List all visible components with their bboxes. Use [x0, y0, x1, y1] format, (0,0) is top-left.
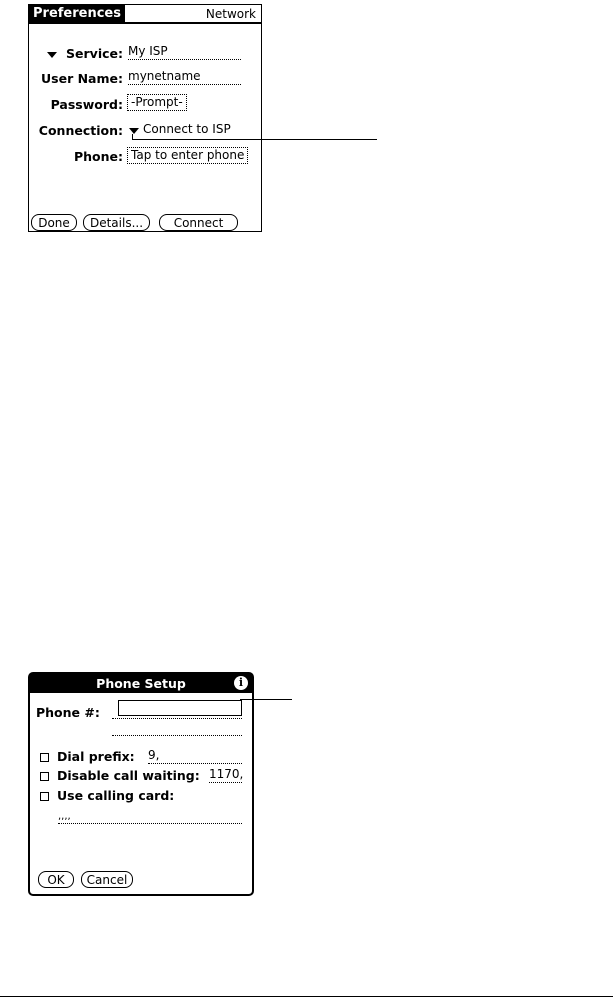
title-bar-rule: [29, 22, 261, 24]
done-button[interactable]: Done: [31, 214, 77, 231]
password-label: Password:: [50, 97, 123, 112]
callout-line-phone: [240, 699, 292, 700]
disable-call-waiting-checkbox[interactable]: [40, 772, 49, 781]
network-preferences-screen: [28, 4, 262, 232]
phone-setup-dialog: [28, 672, 254, 896]
ok-button[interactable]: OK: [38, 871, 74, 888]
info-icon[interactable]: i: [234, 676, 248, 690]
connection-dropdown-icon[interactable]: [129, 128, 139, 134]
phone-label: Phone:: [73, 149, 123, 164]
callout-line-connection: [132, 139, 377, 140]
calling-card-checkbox[interactable]: [40, 792, 49, 801]
connection-label: Connection:: [38, 123, 123, 138]
calling-card-field[interactable]: ,,,,: [58, 811, 242, 824]
password-field[interactable]: -Prompt-: [127, 94, 187, 111]
dial-prefix-field[interactable]: 9,: [148, 748, 242, 764]
service-label: Service:: [66, 46, 123, 61]
page-bottom-rule: [0, 996, 613, 997]
dial-prefix-label: Dial prefix:: [57, 749, 135, 764]
dial-prefix-checkbox[interactable]: [40, 753, 49, 762]
phone-number-input[interactable]: [118, 700, 242, 716]
service-dropdown-icon[interactable]: [47, 52, 57, 58]
user-name-field[interactable]: mynetname: [128, 69, 241, 85]
disable-call-waiting-field[interactable]: 1170,: [209, 767, 244, 781]
phone-number-underline-1: [112, 718, 242, 719]
user-name-label: User Name:: [41, 71, 123, 86]
phone-number-label: Phone #:: [36, 705, 100, 720]
app-title[interactable]: Preferences: [29, 5, 125, 23]
phone-field[interactable]: Tap to enter phone: [127, 147, 248, 164]
connect-button[interactable]: Connect: [159, 214, 238, 231]
dialog-title: Phone Setup: [30, 674, 252, 693]
cancel-button[interactable]: Cancel: [81, 871, 133, 888]
calling-card-label: Use calling card:: [57, 788, 175, 803]
phone-number-underline-2: [112, 735, 242, 736]
disable-call-waiting-label: Disable call waiting:: [57, 768, 200, 783]
connection-value[interactable]: Connect to ISP: [143, 122, 231, 136]
panel-name[interactable]: Network: [205, 7, 256, 21]
service-value[interactable]: My ISP: [128, 44, 241, 60]
details-button[interactable]: Details...: [83, 214, 150, 231]
